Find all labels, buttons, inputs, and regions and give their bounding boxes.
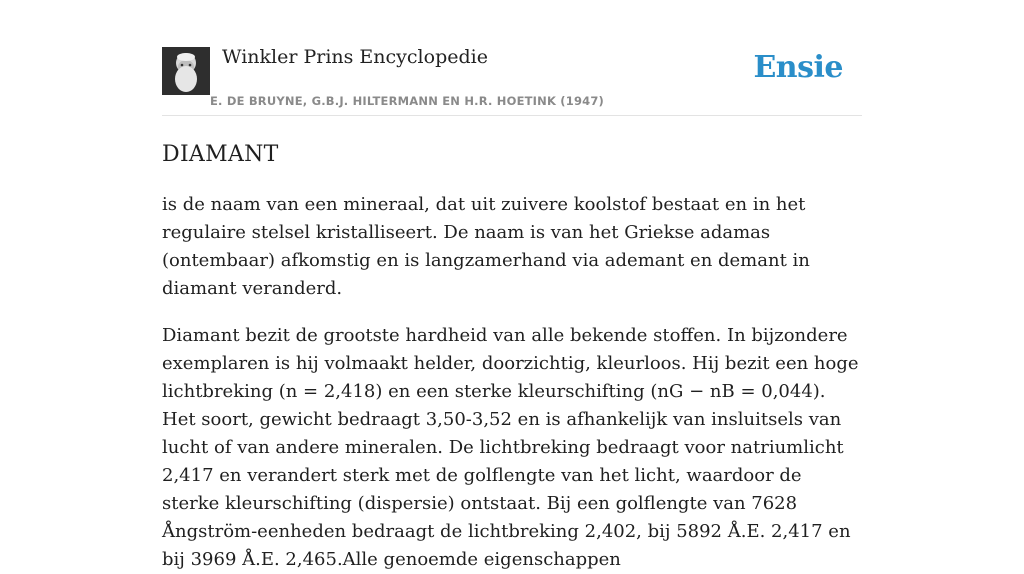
publication-authors: E. DE BRUYNE, G.B.J. HILTERMANN EN H.R. HOETINK (1947) [210, 94, 605, 108]
page-container [162, 0, 862, 574]
entry-paragraph-2: Diamant bezit de grootste hardheid van alle bekende stoffen. In bijzondere exemplaren is hij volmaakt helder, doorzichtig, kleurloos. Hij bezit een hoge lichtbreking (n = 2,418) en een sterke kleurschifting (nG − nB = 0,044). Het soort, gewicht bedraagt 3,50-3,52 en is afhankelijk van insluitsels van lucht of van andere mineralen. De lichtbreking bedraagt voor natriumlicht 2,417 en verandert sterk met de golflengte van het licht, waardoor de sterke kleurschifting (dispersie) ontstaat. Bij een golflengte van 7628 Ångström-eenheden bedraagt de lichtbreking 2,402, bij 5892 Å.E. 2,417 en bij 3969 Å.E. 2,465.Alle genoemde eigenschappen [162, 325, 859, 570]
entry-paragraph-1: is de naam van een mineraal, dat uit zuivere koolstof bestaat en in het regulaire stelsel kristalliseert. De naam is van het Griekse adamas (ontembaar) afkomstig en is langzamerhand via ademant en demant in diamant veranderd. [162, 194, 810, 299]
header [162, 0, 862, 116]
publication-title[interactable]: Winkler Prins Encyclopedie [222, 46, 488, 68]
ensie-logo[interactable]: Ensie [753, 50, 843, 85]
author-portrait-icon[interactable] [162, 47, 210, 95]
entry-title: DIAMANT [162, 142, 279, 167]
